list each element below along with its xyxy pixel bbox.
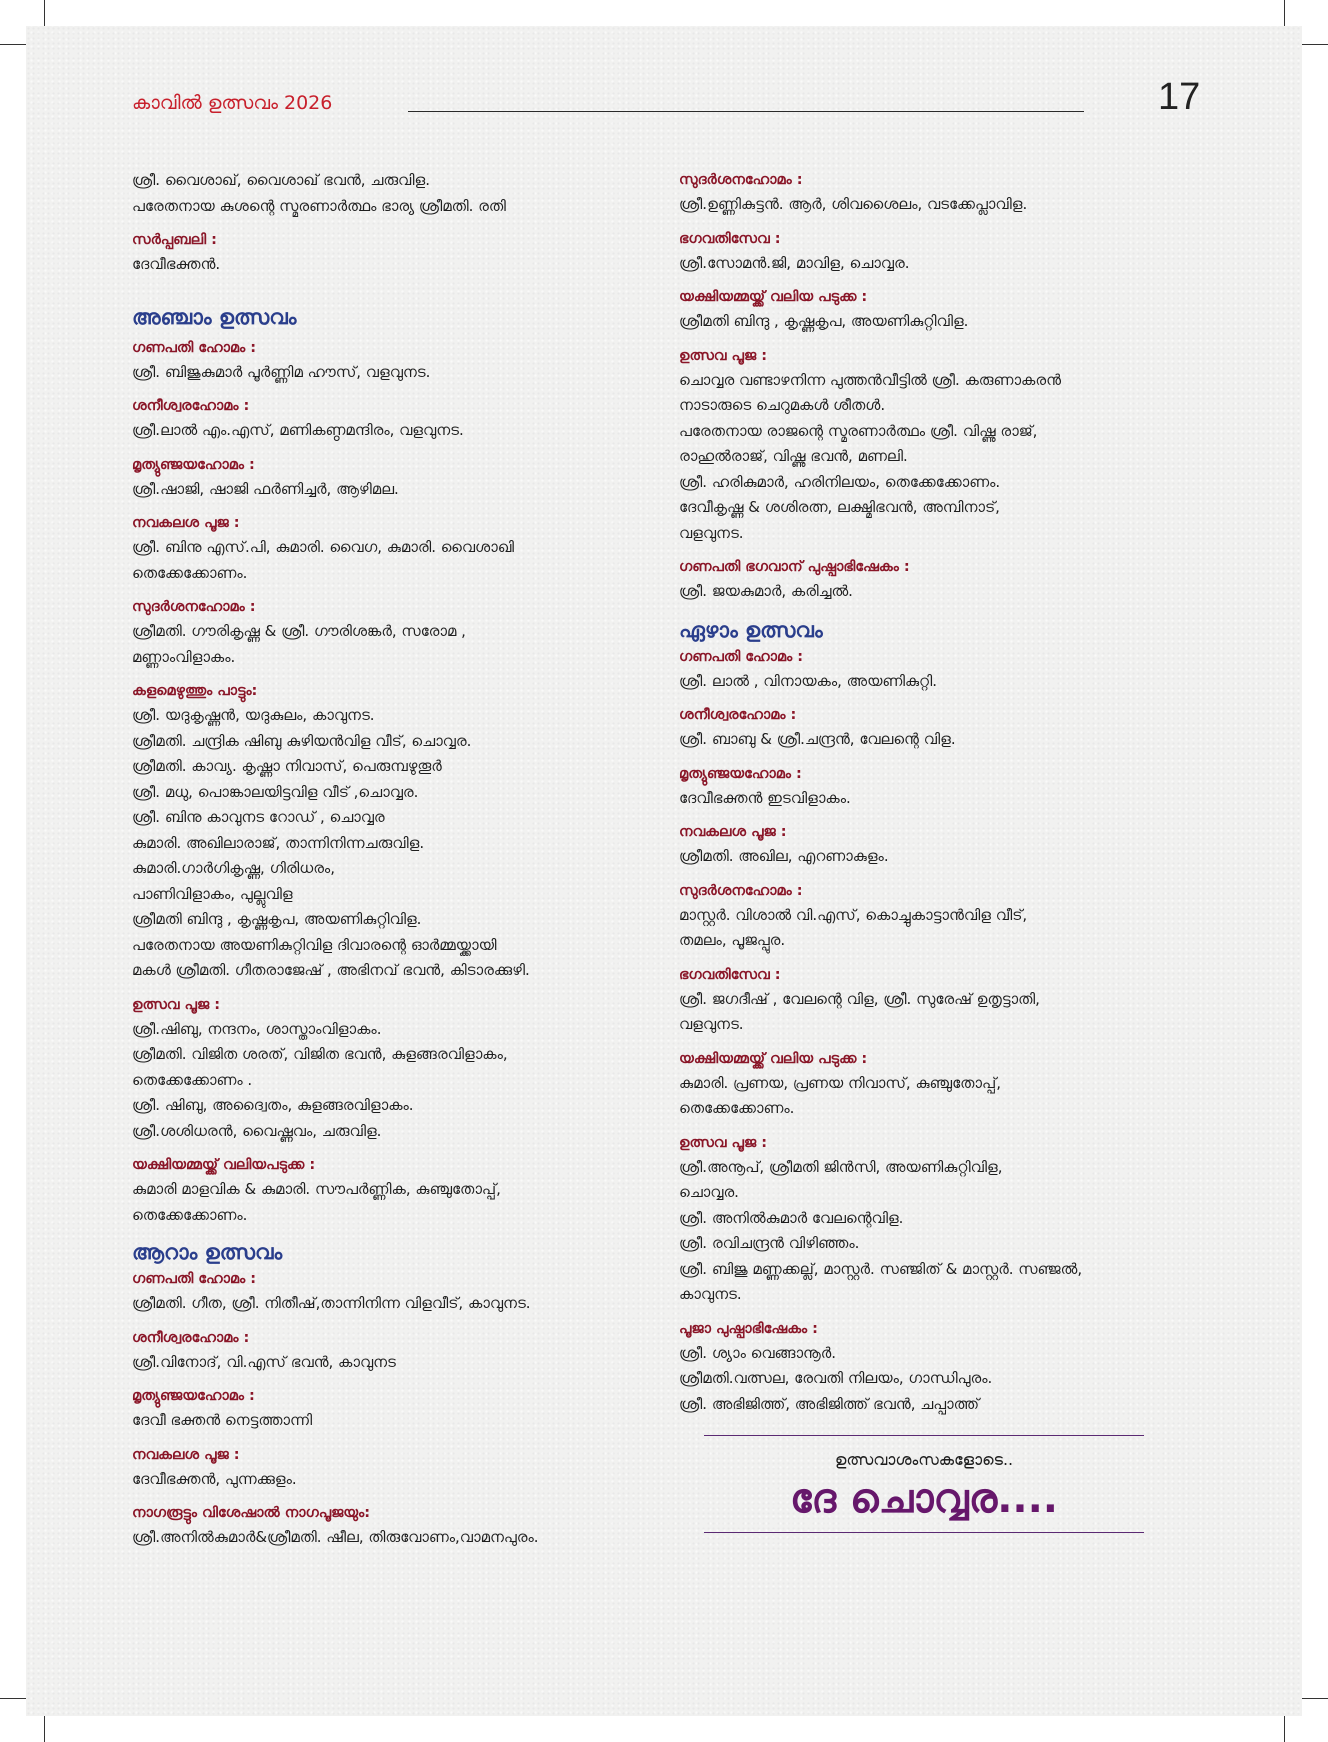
- sponsor-entry: [679, 762, 1215, 812]
- greeting-tagline: ഉത്സവാശംസകളോടെ..: [834, 1450, 1014, 1469]
- sponsor-entry: [679, 963, 1215, 1038]
- crop-mark: [1284, 1712, 1285, 1742]
- entry-heading: നവകലശ പൂജ :: [679, 824, 787, 840]
- entry-body: ശ്രീ.ഉണ്ണികുട്ടൻ. ആർ, ശിവശൈലം, വടക്കേപ്ലാവിള.: [679, 195, 1028, 213]
- entry-heading: കളമെഴുത്തും പാട്ടും:: [132, 683, 258, 699]
- entry-body: ശ്രീ.ഷിബു, നന്ദനം, ശാസ്താംവിളാകം. ശ്രീമതി. വിജിത ശരത്, വിജിത ഭവൻ, കുളങ്ങരവിളാകം, തെക്കേക്കോണം . ശ്രീ. ഷിബു, അദ്വൈതം, കുളങ്ങരവിളാകം. ശ്രീ.ശശിധരൻ, വൈഷ്ണവം, ചരുവിള.: [132, 1019, 508, 1140]
- sponsor-entry: [132, 394, 668, 444]
- entry-body: ശ്രീ.അനൂപ്, ശ്രീമതി ജിൻസി, അയണികുറ്റിവിള, ചൊവ്വര. ശ്രീ. അനിൽകുമാർ വേലന്റെവിള. ശ്രീ. രവിചന്ദ്രൻ വിഴിഞ്ഞം. ശ്രീ. ബിജു മണ്ണക്കല്ല്, മാസ്റ്റർ. സഞ്ജിത് & മാസ്റ്റർ. സഞ്ജൽ, കാവുനട.: [679, 1157, 1083, 1303]
- entry-body: ശ്രീ. ബിനു എസ്.പി, കുമാരി. വൈഗ, കുമാരി. വൈശാഖി തെക്കേക്കോണം.: [132, 538, 515, 582]
- running-header-title: കാവിൽ ഉത്സവം 2026: [132, 92, 333, 114]
- entry-heading: നാഗരൂട്ടും വിശേഷാൽ നാഗപൂജയും:: [132, 1505, 370, 1521]
- entry-heading: നവകലശ പൂജ :: [132, 1446, 240, 1463]
- entry-body: ശ്രീ. ബിജുകുമാർ പൂർണ്ണിമ ഹൗസ്, വളവുനട.: [132, 362, 431, 381]
- entry-heading: യക്ഷിയമ്മയ്ക്ക് വലിയപടുക്ക :: [132, 1157, 316, 1173]
- entry-heading: ഉത്സവ പൂജ :: [132, 996, 220, 1013]
- sponsor-entry: [132, 511, 668, 586]
- entry-body: ശ്രീ.ലാൽ എം.എസ്, മണികണ്ഠമന്ദിരം, വളവുനട.: [132, 421, 464, 439]
- section-title-day7: ഏഴാം ഉത്സവം: [679, 617, 823, 642]
- entry-body: ശ്രീ. യദുകൃഷ്ണൻ, യദുകുലം, കാവുനട. ശ്രീമതി. ചന്ദ്രിക ഷിബു കുഴിയൻവിള വീട്, ചൊവ്വര. ശ്രീമതി. കാവ്യ. കൃഷ്ണാ നിവാസ്, പെരുമ്പഴുതൂർ ശ്രീ. മധു, പൊങ്കാലയിട്ടവിള വീട് ,ചൊവ്വര. ശ്രീ. ബിനു കാവുനട റോഡ് , ചൊവ്വര കുമാരി. അഖിലാരാജ്, താന്നിനിന്നചരുവിള. കുമാരി.ഗാർഗികൃഷ്ണ, ഗിരിധരം, പാണിവിളാകം, പുല്ലുവിള ശ്രീമതി ബിന്ദു , കൃഷ്ണകൃപ, അയണികുറ്റിവിള. പരേതനായ അയണികുറ്റിവിള ദിവാരന്റെ ഓർമ്മയ്ക്കായി മകൾ ശ്രീമതി. ഗീതരാജേഷ് , അഭിനവ് ഭവൻ, കിടാരക്കുഴി.: [132, 706, 530, 979]
- entry-body: ശ്രീ. ബാബു & ശ്രീ.ചന്ദ്രൻ, വേലന്റെ വിള.: [679, 730, 956, 748]
- sponsor-entry: [679, 820, 1215, 870]
- entry-body: ശ്രീ. വൈശാഖ്, വൈശാഖ് ഭവൻ, ചരുവിള. പരേതനായ കുശന്റെ സ്മരണാർത്ഥം ഭാര്യ ശ്രീമതി. രതി: [132, 171, 506, 215]
- greeting-block: [704, 1435, 1144, 1533]
- sponsor-entry: [679, 1047, 1215, 1122]
- entry-heading: ഉത്സവ പൂജ :: [679, 1134, 767, 1151]
- section-title-day5: അഞ്ചാം ഉത്സവം: [132, 304, 297, 329]
- entry-body: ചൊവ്വര വണ്ടാഴനിന്ന പുത്തൻവീട്ടിൽ ശ്രീ. കരുണാകരൻ നാടാരുടെ ചെറുമകൾ ശീതൾ. പരേതനായ രാജന്റെ സ്മരണാർത്ഥം ശ്രീ. വിഷ്ണു രാജ്, രാഹുൽരാജ്, വിഷ്ണു ഭവൻ, മണലി. ശ്രീ. ഹരികുമാർ, ഹരിനിലയം, തെക്കേക്കോണം. ദേവീകൃഷ്ണ & ശശിരത്ന, ലക്ഷ്മിഭവൻ, അമ്പിനാട്, വളവുനട.: [679, 370, 1061, 542]
- entry-heading: മൃത്യുഞ്ജയഹോമം :: [679, 765, 802, 782]
- sponsor-entry: [132, 1443, 668, 1493]
- entry-body: ശ്രീ. ജഗദീഷ് , വേലന്റെ വിള, ശ്രീ. സുരേഷ് ഉതൃട്ടാതി, വളവുനട.: [679, 989, 1040, 1033]
- entry-heading: നവകലശ പൂജ :: [132, 515, 240, 531]
- sponsor-entry: [132, 1501, 668, 1551]
- entry-heading: മൃത്യുഞ്ജയഹോമം :: [132, 456, 255, 473]
- entry-heading: ഗണപതി ഭഗവാന് പുഷ്പാഭിഷേകം :: [679, 559, 910, 575]
- entry-heading: യക്ഷിയമ്മയ്ക്ക് വലിയ പടുക്ക :: [679, 1050, 868, 1067]
- sponsor-entry: [679, 879, 1215, 954]
- entry-heading: ശനീശ്വരഹോമം :: [679, 707, 797, 723]
- sponsor-entry: [679, 645, 1215, 695]
- sponsor-entry: [679, 703, 1215, 753]
- entry-body: ശ്രീമതി. അഖില, എറണാകുളം.: [679, 847, 889, 865]
- entry-heading: ശനീശ്വരഹോമം :: [132, 398, 250, 414]
- entry-heading: സർപ്പബലി :: [132, 232, 217, 248]
- sponsor-entry: [132, 453, 668, 503]
- entry-body: ശ്രീമതി. ഗീത, ശ്രീ. നിതീഷ്,താന്നിനിന്ന വിളവീട്, കാവുനട.: [132, 1294, 531, 1312]
- entry-heading: ഗണപതി ഹോമം :: [132, 339, 257, 356]
- entry-body: ശ്രീ.സോമൻ.ജി, മാവിള, ചൊവ്വര.: [679, 253, 910, 272]
- entry-heading: മൃത്യുഞ്ജയഹോമം :: [132, 1388, 255, 1404]
- entry-body: ശ്രീമതി. ഗൗരികൃഷ്ണ & ശ്രീ. ഗൗരിശങ്കർ, സരോമ , മണ്ണാംവിളാകം.: [132, 622, 466, 666]
- entry-body: ശ്രീ.വിനോദ്, വി.എസ് ഭവൻ, കാവുനട: [132, 1352, 396, 1371]
- page-number: 17: [1158, 76, 1201, 118]
- crop-mark: [1298, 1698, 1328, 1699]
- sponsor-entry: [132, 336, 668, 386]
- sponsor-entry: [132, 228, 668, 278]
- entry-body: ശ്രീ. ശ്യാം വെങ്ങാനൂർ. ശ്രീമതി.വത്സല, രേവതി നിലയം, ഗാന്ധിപുരം. ശ്രീ. അഭിജിത്ത്, അഭിജിത്ത് ഭവൻ, ചപ്പാത്ത്: [679, 1343, 993, 1413]
- sponsor-entry: [132, 1384, 668, 1434]
- entry-heading: യക്ഷിയമ്മയ്ക്ക് വലിയ പടുക്ക :: [679, 289, 868, 305]
- entry-heading: സുദർശനഹോമം :: [132, 599, 256, 615]
- entry-body: ദേവീഭക്തൻ.: [132, 255, 221, 273]
- entry-body: ദേവീ ഭക്തൻ നെട്ടത്താന്നി: [132, 1411, 313, 1429]
- entry-heading: പൂജാ പുഷ്പാഭിഷേകം :: [679, 1320, 818, 1337]
- entry-body: ശ്രീ. ലാൽ , വിനായകം, അയണികുറ്റി.: [679, 671, 938, 690]
- entry-heading: ഗണപതി ഹോമം :: [679, 648, 804, 665]
- sponsor-entry: [679, 555, 1215, 605]
- entry-body: ശ്രീ. ജയകുമാർ, കരിച്ചൽ.: [679, 582, 853, 600]
- sponsor-entry: [132, 1326, 668, 1376]
- sponsor-entry: [679, 1317, 1215, 1418]
- header-rule: [408, 111, 1084, 112]
- entry-body: കുമാരി. പ്രണയ, പ്രണയ നിവാസ്, കുഞ്ചുതോപ്പ്, തെക്കേക്കോണം.: [679, 1073, 1001, 1117]
- entry-heading: ഭഗവതിസേവ :: [679, 966, 781, 983]
- entry-body: ശ്രീമതി ബിന്ദു , കൃഷ്ണകൃപ, അയണികുറ്റിവിള.: [679, 312, 969, 330]
- section-title-day6: ആറാം ഉത്സവം: [132, 1240, 283, 1264]
- entry-body: ദേവീഭക്തൻ, പുന്നക്കുളം.: [132, 1469, 297, 1488]
- entry-body: കുമാരി മാളവിക & കുമാരി. സൗപർണ്ണിക, കുഞ്ചുതോപ്പ്, തെക്കേക്കോണം.: [132, 1180, 501, 1224]
- entry-body: മാസ്റ്റർ. വിശാൽ വി.എസ്, കൊച്ചുകാട്ടാൻവിള വീട്, തമലം, പൂജപ്പുര.: [679, 905, 1028, 949]
- sponsor-entry: [132, 1153, 668, 1228]
- sponsor-entry: [679, 285, 1215, 335]
- sponsor-entry: [679, 1131, 1215, 1308]
- sponsor-entry: [132, 679, 668, 984]
- sponsor-entry: [132, 168, 668, 219]
- entry-heading: സുദർശനഹോമം :: [679, 172, 803, 188]
- left-column: [132, 168, 668, 1560]
- sponsor-entry: [132, 595, 668, 670]
- greeting-rule-top: [704, 1435, 1144, 1436]
- right-column: [679, 168, 1215, 1533]
- sponsor-entry: [132, 993, 668, 1145]
- greeting-rule-bottom: [704, 1532, 1144, 1533]
- crop-mark: [1298, 44, 1328, 45]
- crop-mark: [44, 1712, 45, 1742]
- sponsor-entry: [679, 227, 1215, 277]
- sponsor-entry: [679, 168, 1215, 218]
- entry-heading: ഗണപതി ഹോമം :: [132, 1271, 257, 1287]
- entry-body: ശ്രീ.അനിൽകുമാർ&ശ്രീമതി. ഷീല, തിരുവോണം,വാമനപുരം.: [132, 1528, 539, 1546]
- entry-heading: ഭഗവതിസേവ :: [679, 230, 781, 247]
- entry-body: ശ്രീ.ഷാജി, ഷാജി ഫർണിച്ചർ, ആഴിമല.: [132, 479, 399, 498]
- entry-body: ദേവീഭക്തൻ ഇടവിളാകം.: [679, 788, 851, 807]
- entry-heading: ശനീശ്വരഹോമം :: [132, 1329, 250, 1346]
- entry-heading: സുദർശനഹോമം :: [679, 882, 803, 899]
- sponsor-entry: [679, 344, 1215, 547]
- sponsor-entry: [132, 1267, 668, 1317]
- entry-heading: ഉത്സവ പൂജ :: [679, 347, 767, 364]
- greeting-slogan: ദേ ചൊവ്വര....: [790, 1476, 1058, 1522]
